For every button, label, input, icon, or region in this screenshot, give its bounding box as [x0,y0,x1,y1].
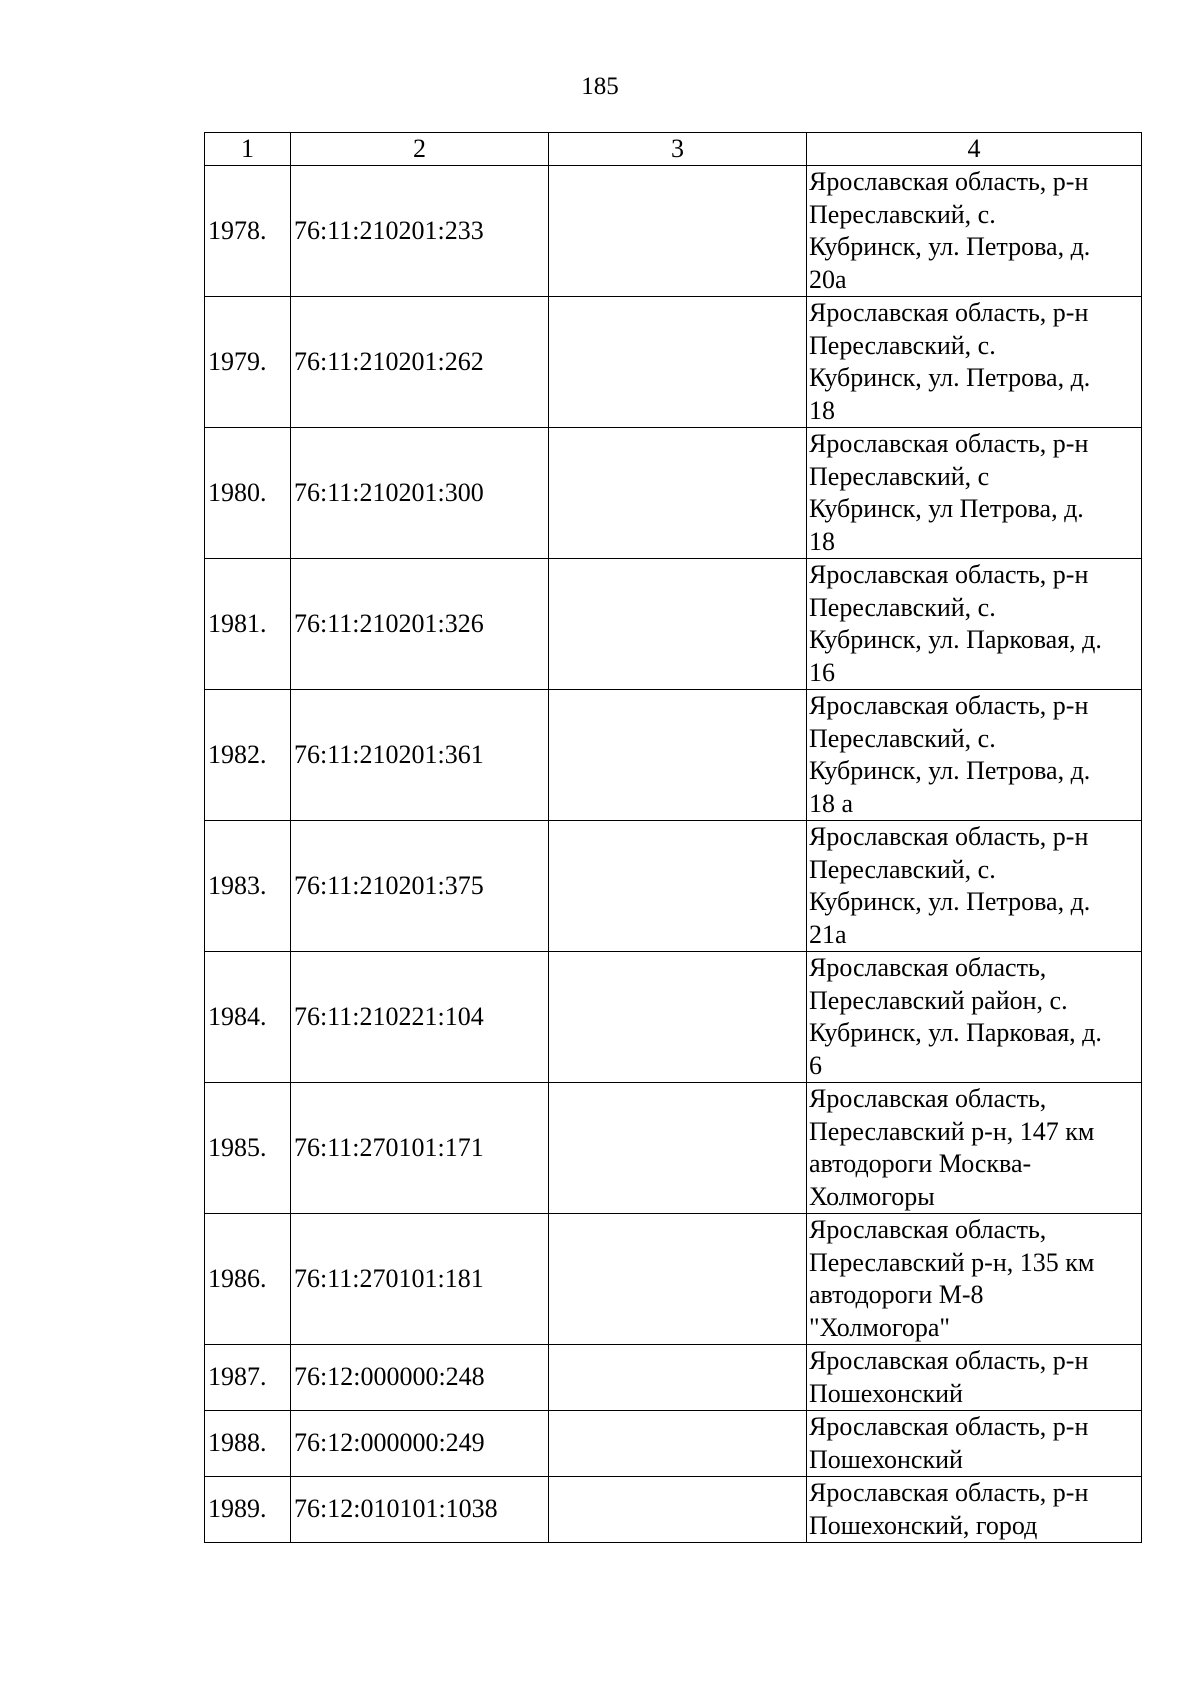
cadastral-number: 76:11:210201:233 [291,166,549,297]
cadastral-number: 76:11:210201:361 [291,690,549,821]
cadastral-number: 76:11:210221:104 [291,952,549,1083]
column-header-3: 3 [549,133,807,166]
address-cell: Ярославская область, р-н Переславский, с. Кубринск, ул. Петрова, д. 18 [807,297,1142,428]
row-number: 1980. [205,428,291,559]
column-3-cell [549,559,807,690]
row-number: 1989. [205,1477,291,1543]
cadastral-number: 76:11:270101:171 [291,1083,549,1214]
column-header-1: 1 [205,133,291,166]
table-row [205,1345,1142,1411]
table-row [205,952,1142,1083]
table-row [205,428,1142,559]
column-3-cell [549,166,807,297]
row-number: 1983. [205,821,291,952]
row-number: 1985. [205,1083,291,1214]
address-cell: Ярославская область, р-н Пошехонский, город [807,1477,1142,1543]
column-3-cell [549,297,807,428]
cadastral-number: 76:12:000000:249 [291,1411,549,1477]
address-cell: Ярославская область, р-н Пошехонский [807,1411,1142,1477]
column-3-cell [549,1477,807,1543]
header-row [205,133,1142,166]
row-number: 1979. [205,297,291,428]
table-row [205,1083,1142,1214]
column-3-cell [549,428,807,559]
row-number: 1982. [205,690,291,821]
address-cell: Ярославская область, р-н Переславский, с. Кубринск, ул. Петрова, д. 21а [807,821,1142,952]
address-cell: Ярославская область, р-н Переславский, с. Кубринск, ул. Петрова, д. 20а [807,166,1142,297]
cadastral-number: 76:11:270101:181 [291,1214,549,1345]
cadastral-number: 76:11:210201:326 [291,559,549,690]
row-number: 1987. [205,1345,291,1411]
table-body [205,166,1142,1543]
column-3-cell [549,952,807,1083]
table-row [205,297,1142,428]
column-3-cell [549,821,807,952]
table-row [205,1477,1142,1543]
table-row [205,1411,1142,1477]
table-header [205,133,1142,166]
table-row [205,690,1142,821]
address-cell: Ярославская область, р-н Переславский, с Кубринск, ул Петрова, д. 18 [807,428,1142,559]
column-header-4: 4 [807,133,1142,166]
address-cell: Ярославская область, Переславский р-н, 135 км автодороги М-8 "Холмогора" [807,1214,1142,1345]
column-3-cell [549,1083,807,1214]
row-number: 1984. [205,952,291,1083]
column-3-cell [549,1411,807,1477]
row-number: 1981. [205,559,291,690]
address-cell: Ярославская область, р-н Переславский, с. Кубринск, ул. Парковая, д. 16 [807,559,1142,690]
row-number: 1978. [205,166,291,297]
table-row [205,821,1142,952]
page-number: 185 [581,73,619,100]
cadastral-number: 76:12:010101:1038 [291,1477,549,1543]
address-cell: Ярославская область, р-н Переславский, с. Кубринск, ул. Петрова, д. 18 а [807,690,1142,821]
cadastral-number: 76:11:210201:300 [291,428,549,559]
cadastral-number: 76:11:210201:262 [291,297,549,428]
address-cell: Ярославская область, Переславский район, с. Кубринск, ул. Парковая, д. 6 [807,952,1142,1083]
address-cell: Ярославская область, Переславский р-н, 147 км автодороги Москва- Холмогоры [807,1083,1142,1214]
row-number: 1986. [205,1214,291,1345]
column-header-2: 2 [291,133,549,166]
table-row [205,166,1142,297]
row-number: 1988. [205,1411,291,1477]
table-row [205,559,1142,690]
table-row [205,1214,1142,1345]
cadastral-number: 76:11:210201:375 [291,821,549,952]
column-3-cell [549,1214,807,1345]
registry-table [204,132,1142,1543]
column-3-cell [549,690,807,821]
cadastral-number: 76:12:000000:248 [291,1345,549,1411]
column-3-cell [549,1345,807,1411]
address-cell: Ярославская область, р-н Пошехонский [807,1345,1142,1411]
